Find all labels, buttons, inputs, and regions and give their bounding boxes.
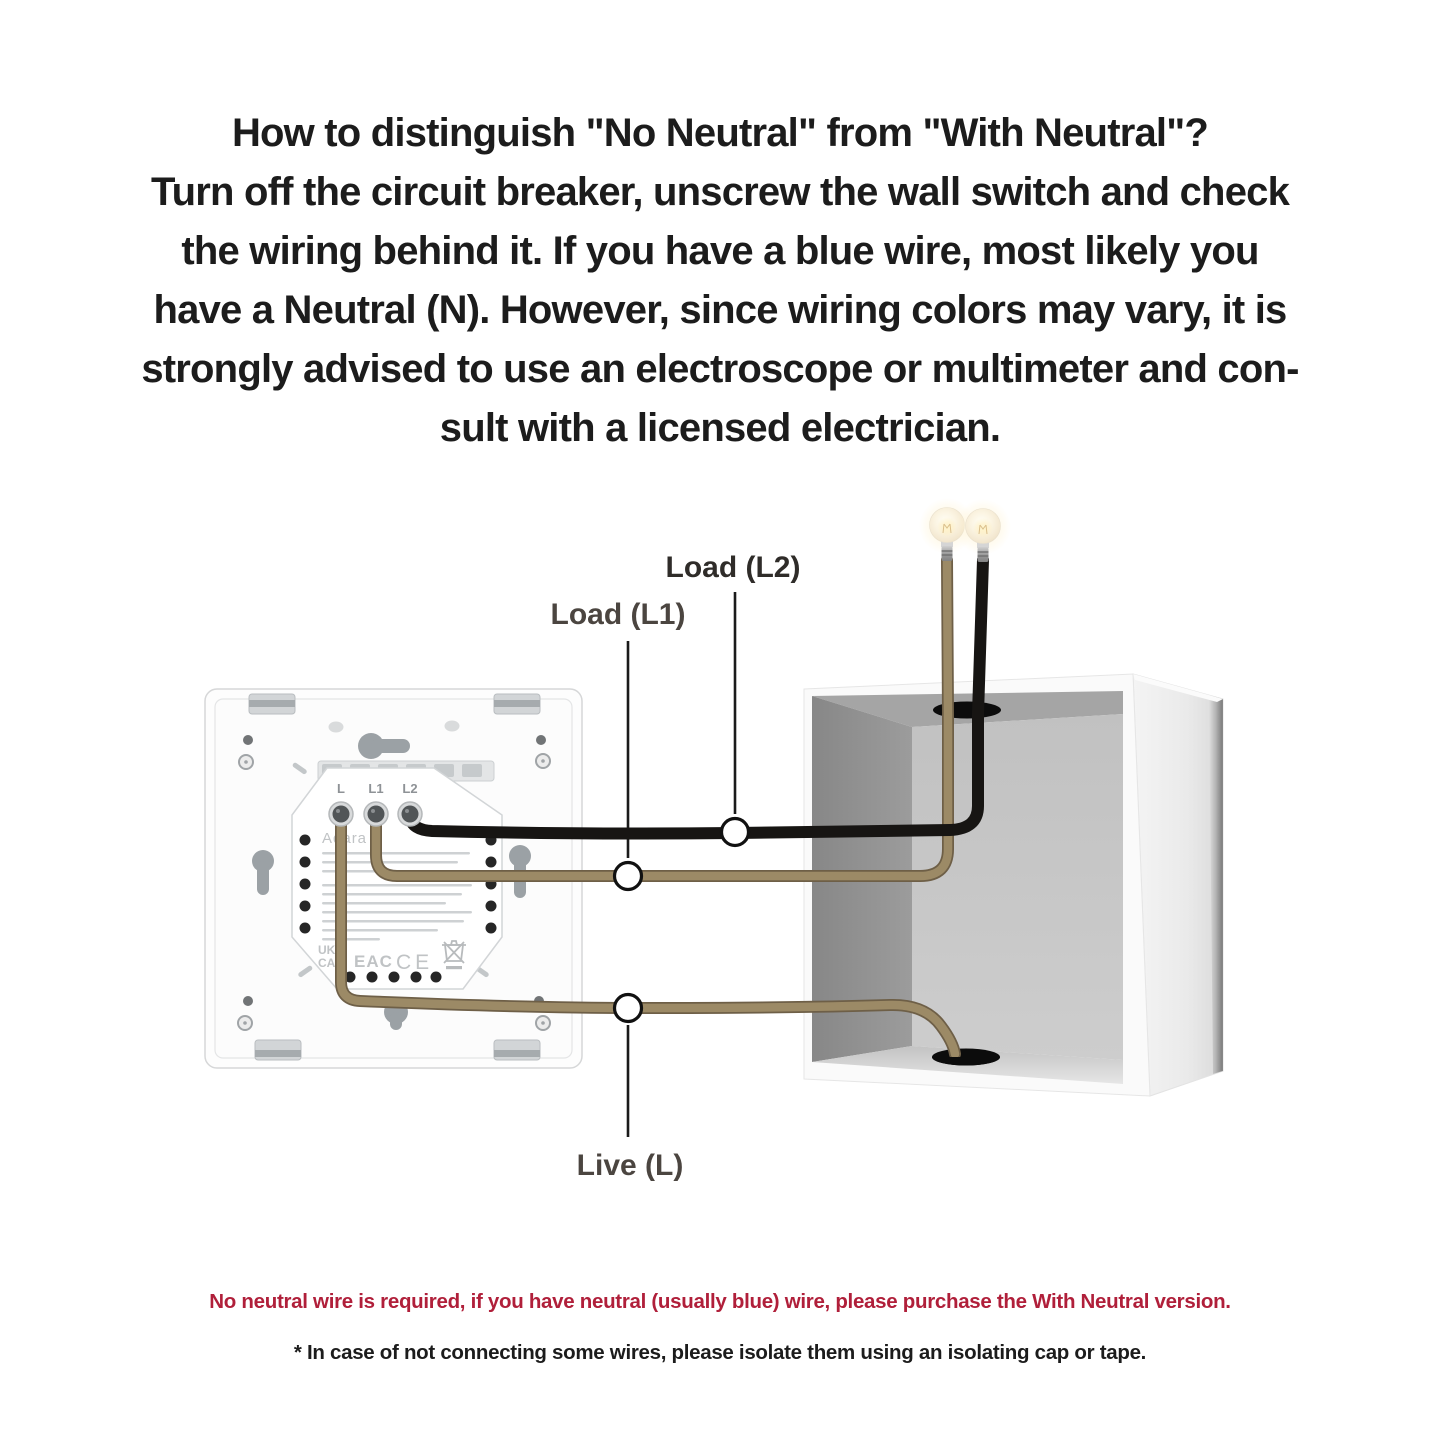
callout-lines: [628, 592, 735, 1137]
wall-box: [804, 674, 1223, 1096]
light-bulbs: [919, 498, 1011, 562]
clip-top-right: [494, 694, 540, 714]
title-line-4: have a Neutral (N). However, since wiring colors may vary, it is: [153, 288, 1287, 332]
callout-markers: [615, 819, 749, 1022]
plate-oval-recess-right: [445, 721, 460, 732]
ukca-mark-line1: UK: [318, 943, 336, 957]
bulb-right: [955, 499, 1011, 562]
title-line-5: strongly advised to use an electroscope or multimeter and con-: [141, 347, 1299, 391]
terminal-label-l: L: [337, 781, 345, 796]
no-neutral-warning: No neutral wire is required, if you have neutral (usually blue) wire, please purchase the With Neutral version.: [209, 1290, 1231, 1313]
terminal-label-l1: L1: [368, 781, 384, 796]
load-l2-label: Load (L2): [665, 551, 801, 584]
terminal-screw-l1: [364, 802, 388, 826]
clip-bottom-left: [255, 1040, 301, 1060]
terminal-label-l2: L2: [402, 781, 418, 796]
ce-mark: CE: [396, 951, 434, 974]
title-line-6: sult with a licensed electrician.: [439, 406, 1001, 450]
live-label: Live (L): [576, 1149, 684, 1182]
clip-top-left: [249, 694, 295, 714]
terminal-screw-l: [329, 802, 353, 826]
clip-bottom-right: [494, 1040, 540, 1060]
brand-logo: Aqara: [322, 830, 368, 847]
isolation-note: * In case of not connecting some wires, please isolate them using an isolating cap or tape.: [293, 1341, 1147, 1364]
bulb-left-glow-core: [937, 517, 957, 537]
eac-mark: EAC: [354, 952, 393, 971]
terminal-screw-l2: [398, 802, 422, 826]
title-line-1: How to distinguish "No Neutral" from "With Neutral"?: [231, 111, 1209, 155]
bulb-right-base: [978, 547, 989, 562]
title-line-3: the wiring behind it. If you have a blue wire, most likely you: [181, 229, 1259, 273]
callout-labels: [551, 551, 801, 1182]
load-l2-marker: [722, 819, 749, 846]
plate-oval-recess-left: [329, 722, 344, 733]
title-line-2: Turn off the circuit breaker, unscrew the wall switch and check: [150, 170, 1290, 214]
terminal-screws: [329, 802, 422, 826]
live-marker: [615, 995, 642, 1022]
bulb-left-base: [942, 546, 953, 561]
ukca-mark-line2: CA: [318, 956, 336, 970]
bulb-right-glow-core: [973, 518, 993, 538]
load-l1-label: Load (L1): [550, 598, 686, 631]
load-l1-marker: [615, 863, 642, 890]
